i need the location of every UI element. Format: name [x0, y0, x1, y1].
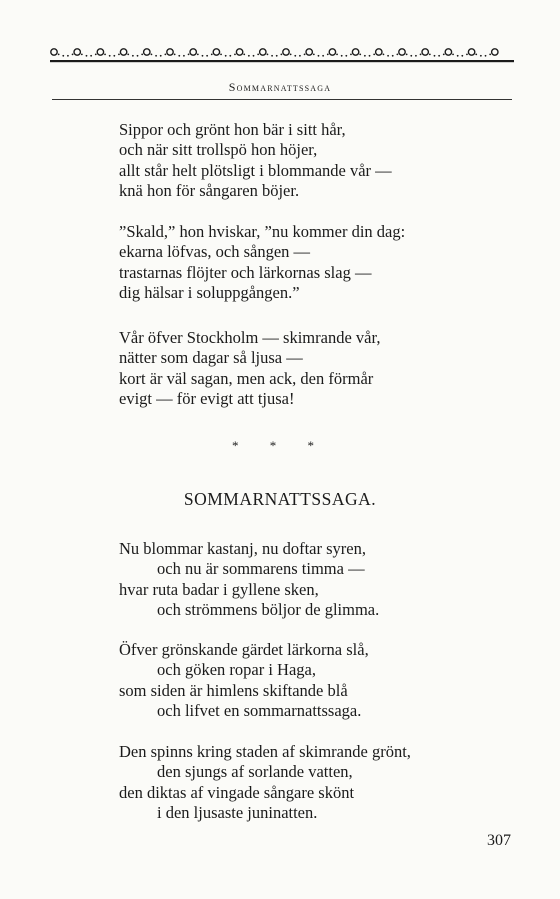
ornament-dot: [466, 53, 468, 55]
ornament-ring: [213, 49, 219, 55]
poem-line: ”Skald,” hon hviskar, ”nu kommer din dag:: [119, 222, 406, 241]
stanza: [119, 120, 392, 201]
poem-line: ekarna löfvas, och sången —: [119, 242, 311, 262]
ornament-dot: [229, 55, 231, 57]
ornament-dot: [461, 55, 463, 57]
ornament-ring: [283, 49, 289, 55]
ornament-ring: [376, 49, 382, 55]
poem-line: Vår öfver Stockholm — skimrande vår,: [119, 328, 381, 347]
ornament-dot: [299, 55, 301, 57]
ornament-dot: [429, 53, 431, 55]
ornament-dot: [434, 55, 436, 57]
ornament-dot: [151, 53, 153, 55]
ornament-ring: [120, 49, 126, 55]
ornament-ring: [51, 49, 57, 55]
ornament-dot: [336, 53, 338, 55]
poem-line: hvar ruta badar i gyllene sken,: [119, 579, 319, 599]
ornament-dot: [90, 55, 92, 57]
ornament-dot: [318, 55, 320, 57]
ornament-dot: [489, 53, 491, 55]
ornament-dot: [137, 55, 139, 57]
ornament-ring: [492, 49, 498, 55]
ornament-dot: [248, 55, 250, 57]
poem-line: evigt — för evigt att tjusa!: [119, 388, 295, 408]
poem-line: dig hälsar i soluppgången.”: [119, 282, 300, 302]
ornament-dot: [313, 53, 315, 55]
poem-line: och när sitt trollspö hon höjer,: [119, 140, 318, 160]
ornament-dot: [164, 53, 166, 55]
poem-line: Sippor och grönt hon bär i sitt hår,: [119, 120, 346, 139]
poem-line: trastarnas flöjter och lärkornas slag —: [119, 262, 372, 282]
poem-title: SOMMARNATTSSAGA.: [183, 489, 377, 509]
ornament-ring: [260, 49, 266, 55]
ornament-dot: [95, 53, 97, 55]
ornament-dot: [234, 53, 236, 55]
ornament-dot: [86, 55, 88, 57]
poem-line: Den spinns kring staden af skimrande grönt,: [119, 742, 411, 761]
poem-line: kort är väl sagan, men ack, den förmår: [119, 368, 374, 388]
ornament-dot: [183, 55, 185, 57]
ornament-dot: [327, 53, 329, 55]
ornament-dot: [350, 53, 352, 55]
stanza: [119, 640, 369, 721]
ornament-dot: [58, 53, 60, 55]
header-rule: [52, 99, 512, 100]
ornament-dot: [197, 53, 199, 55]
decorative-header-ornament: [50, 44, 514, 66]
ornament-ring: [144, 49, 150, 55]
ornament-ring: [399, 49, 405, 55]
ornament-ring: [306, 49, 312, 55]
ornament-dot: [364, 55, 366, 57]
poem-line: och nu är sommarens timma —: [157, 559, 365, 579]
ornament-dot: [109, 55, 111, 57]
ornament-dot: [406, 53, 408, 55]
ornament-dot: [410, 55, 412, 57]
poem-line: Nu blommar kastanj, nu doftar syren,: [119, 539, 366, 558]
asterism-divider: * * *: [232, 438, 328, 453]
page-number: 307: [487, 832, 511, 849]
ornament-ring: [422, 49, 428, 55]
ornament-dot: [72, 53, 74, 55]
ornament-ring: [329, 49, 335, 55]
ornament-dot: [220, 53, 222, 55]
ornament-dot: [383, 53, 385, 55]
ornament-dot: [127, 53, 129, 55]
ornament-dot: [475, 53, 477, 55]
ornament-dot: [420, 53, 422, 55]
ornament-dot: [155, 55, 157, 57]
ornament-dot: [67, 55, 69, 57]
ornament-dot: [485, 55, 487, 57]
ornament-dot: [452, 53, 454, 55]
ornament-ring: [236, 49, 242, 55]
ornament-dot: [438, 55, 440, 57]
ornament-dot: [415, 55, 417, 57]
ornament-dot: [345, 55, 347, 57]
ornament-ring: [445, 49, 451, 55]
ornament-dot: [62, 55, 64, 57]
ornament-dot: [188, 53, 190, 55]
ornament-dot: [280, 53, 282, 55]
poem-line: nätter som dagar så ljusa —: [119, 348, 303, 368]
poem-line: som siden är himlens skiftande blå: [119, 680, 348, 700]
ornament-dot: [118, 53, 120, 55]
ornament-dot: [257, 53, 259, 55]
poem-line: i den ljusaste juninatten.: [157, 802, 318, 822]
poem-line: och göken ropar i Haga,: [157, 660, 316, 680]
ornament-ring: [74, 49, 80, 55]
ornament-dot: [81, 53, 83, 55]
ornament-dot: [141, 53, 143, 55]
ornament-dot: [276, 55, 278, 57]
ornament-dot: [225, 55, 227, 57]
stanza: [119, 742, 411, 823]
ornament-dot: [113, 55, 115, 57]
ornament-dot: [341, 55, 343, 57]
ornament-dot: [211, 53, 213, 55]
ornament-dot: [480, 55, 482, 57]
stanza: [119, 328, 380, 409]
ornament-dot: [387, 55, 389, 57]
ornament-ring: [352, 49, 358, 55]
poem-line: knä hon för sångaren böjer.: [119, 180, 300, 200]
ornament-dot: [294, 55, 296, 57]
poem-line: den sjungs af sorlande vatten,: [157, 762, 353, 782]
ornament-dot: [304, 53, 306, 55]
poem-line: den diktas af vingade sångare skönt: [119, 782, 355, 802]
ornament-dot: [373, 53, 375, 55]
ornament-dot: [443, 53, 445, 55]
ornament-dot: [160, 55, 162, 57]
ornament-dot: [359, 53, 361, 55]
ornament-dot: [267, 53, 269, 55]
ornament-dot: [104, 53, 106, 55]
ornament-dot: [396, 53, 398, 55]
ornament-dot: [132, 55, 134, 57]
running-head: Sommarnattssaga: [228, 80, 332, 94]
ornament-dot: [202, 55, 204, 57]
stanza: [119, 222, 405, 303]
ornament-dot: [243, 53, 245, 55]
ornament-dot: [392, 55, 394, 57]
stanza: [119, 539, 379, 620]
ornament-dot: [178, 55, 180, 57]
poem-line: och lifvet en sommarnattssaga.: [157, 700, 362, 720]
ornament-dot: [174, 53, 176, 55]
ornament-ring: [167, 49, 173, 55]
poem-line: Öfver grönskande gärdet lärkorna slå,: [119, 640, 369, 659]
poem-line: och strömmens böljor de glimma.: [157, 599, 380, 619]
ornament-dot: [369, 55, 371, 57]
ornament-dot: [290, 53, 292, 55]
poem-line: allt står helt plötsligt i blommande vår —: [119, 160, 392, 180]
ornament-ring: [97, 49, 103, 55]
ornament-dot: [253, 55, 255, 57]
ornament-dot: [206, 55, 208, 57]
ornament-dot: [457, 55, 459, 57]
ornament-ring: [190, 49, 196, 55]
ornament-dot: [271, 55, 273, 57]
ornament-ring: [468, 49, 474, 55]
ornament-dot: [322, 55, 324, 57]
